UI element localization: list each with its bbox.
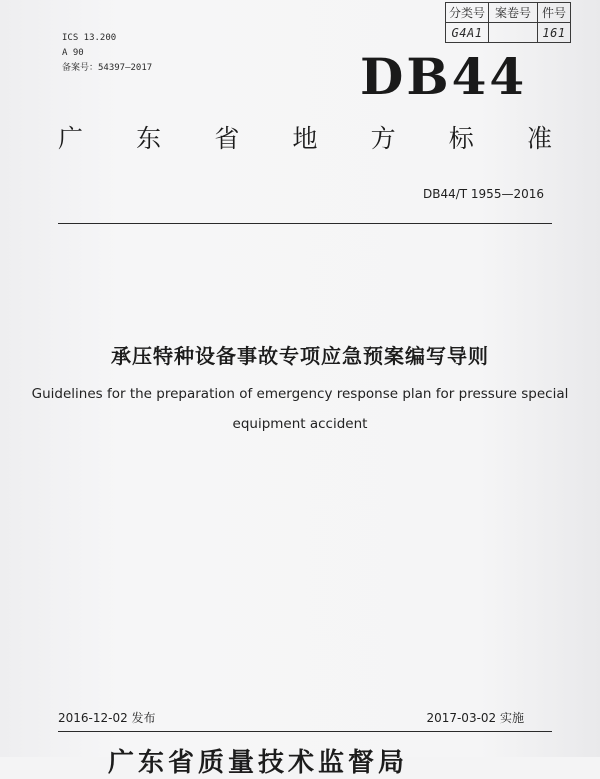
stamp-value-category: G4A1 [446, 23, 489, 43]
heading-char: 标 [448, 124, 474, 153]
heading-char: 方 [370, 124, 396, 153]
document-title-english [0, 379, 600, 439]
stamp-header-file: 案卷号 [489, 3, 538, 23]
header-divider [58, 223, 552, 224]
document-metadata [62, 31, 152, 76]
ics-code: ICS 13.200 [62, 33, 117, 43]
record-number: 备案号：54397—2017 [62, 63, 153, 73]
stamp-value-item: 161 [538, 23, 571, 43]
issuing-authority: 广东省质量技术监督局 [108, 748, 409, 778]
title-english-line-1: Guidelines for the preparation of emergency response plan for pressure special [31, 386, 569, 402]
stamp-value-file [489, 23, 538, 43]
document-title-chinese: 承压特种设备事故专项应急预案编写导则 [111, 344, 489, 368]
implementation-date: 2017-03-02 实施 [426, 711, 524, 725]
footer-divider [58, 731, 552, 732]
heading-char: 地 [292, 124, 318, 153]
heading-char: 准 [526, 124, 552, 153]
issue-date: 2016-12-02 发布 [58, 711, 156, 725]
heading-char: 省 [214, 124, 240, 153]
title-english-line-2: equipment accident [232, 416, 368, 432]
stamp-header-category: 分类号 [446, 3, 489, 23]
heading-char: 广 [58, 124, 84, 153]
db44-logo: DB44 [360, 47, 528, 106]
heading-char: 东 [136, 124, 162, 153]
standard-type-heading [58, 126, 552, 151]
stamp-header-item: 件号 [538, 3, 571, 23]
class-code: A 90 [62, 48, 84, 58]
archive-stamp [445, 2, 571, 43]
standard-number: DB44/T 1955—2016 [422, 187, 544, 201]
